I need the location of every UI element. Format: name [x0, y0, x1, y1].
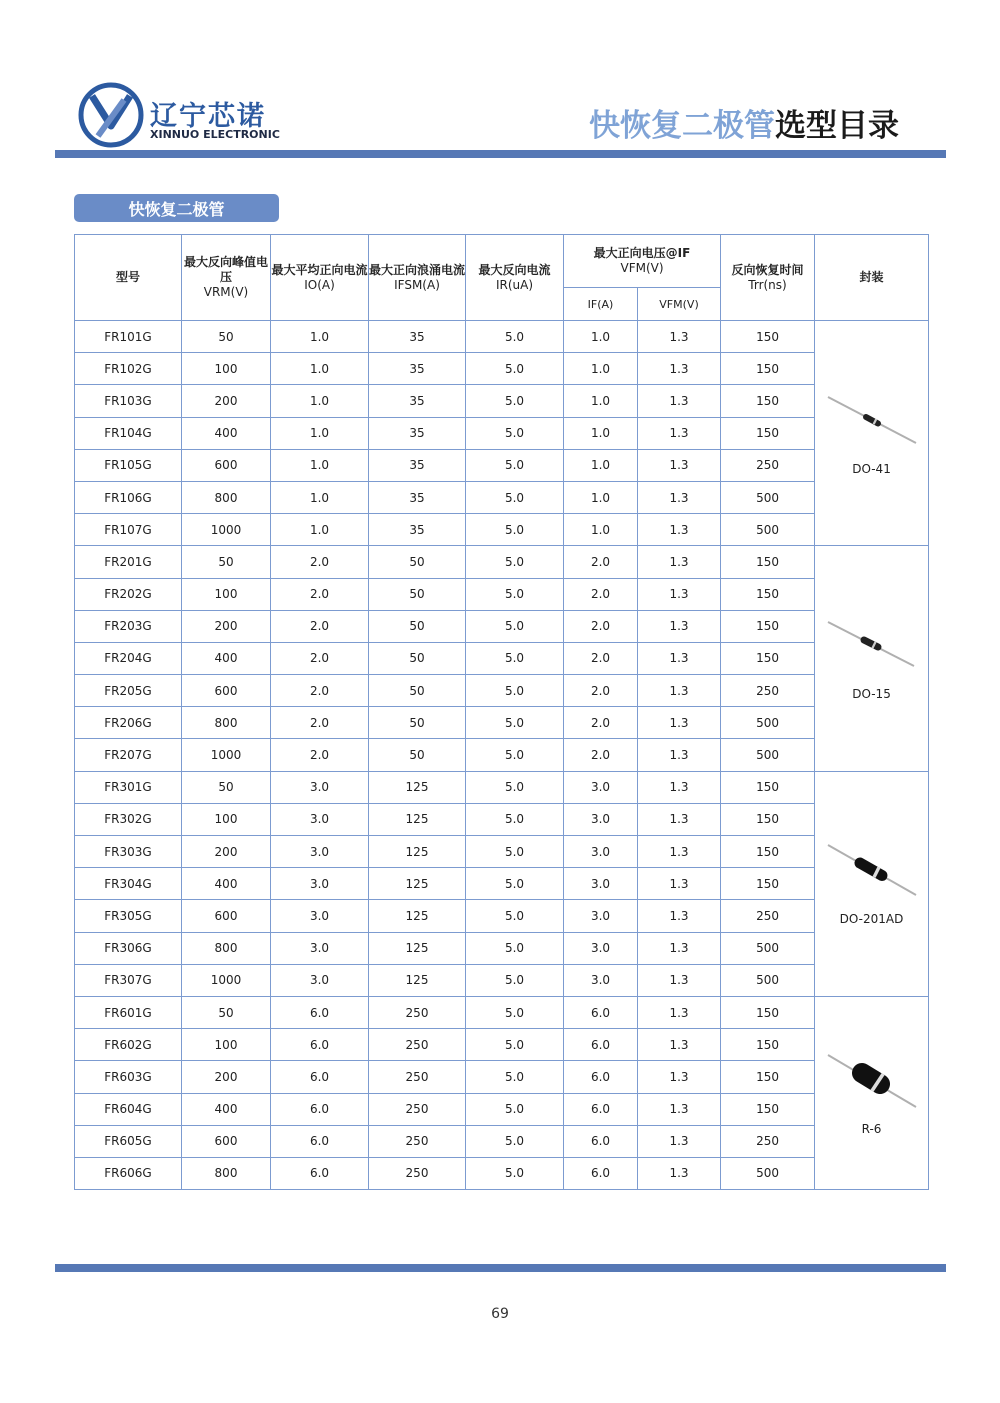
cell-if: 3.0: [564, 868, 638, 900]
cell-vrm: 50: [182, 996, 271, 1028]
cell-model: FR601G: [75, 996, 182, 1028]
package-cell: [815, 996, 929, 1189]
cell-if: 1.0: [564, 353, 638, 385]
cell-vfm: 1.3: [638, 1061, 721, 1093]
cell-ifsm: 35: [369, 353, 466, 385]
cell-vfm: 1.3: [638, 996, 721, 1028]
section-tab: 快恢复二极管: [74, 194, 279, 222]
cell-model: FR306G: [75, 932, 182, 964]
header-divider: [55, 150, 946, 158]
cell-vrm: 800: [182, 1157, 271, 1189]
cell-model: FR202G: [75, 578, 182, 610]
cell-vfm: 1.3: [638, 932, 721, 964]
cell-io: 1.0: [271, 385, 369, 417]
cell-vfm: 1.3: [638, 803, 721, 835]
xinnuo-logo-icon: [78, 82, 144, 148]
cell-trr: 150: [721, 1093, 815, 1125]
table-row: [75, 900, 929, 932]
cell-model: FR203G: [75, 610, 182, 642]
package-label: DO-15: [852, 686, 891, 701]
cell-trr: 150: [721, 771, 815, 803]
table-row: [75, 321, 929, 353]
cell-vrm: 800: [182, 932, 271, 964]
cell-trr: 500: [721, 707, 815, 739]
cell-model: FR603G: [75, 1061, 182, 1093]
header-vrm: 最大反向峰值电压 VRM(V): [182, 235, 271, 321]
package-label: R-6: [861, 1121, 882, 1136]
cell-io: 6.0: [271, 1093, 369, 1125]
cell-vfm: 1.3: [638, 546, 721, 578]
cell-ir: 5.0: [466, 1061, 564, 1093]
cell-vfm: 1.3: [638, 739, 721, 771]
cell-io: 2.0: [271, 707, 369, 739]
cell-trr: 250: [721, 675, 815, 707]
cell-io: 3.0: [271, 900, 369, 932]
cell-vrm: 600: [182, 1125, 271, 1157]
cell-ifsm: 50: [369, 707, 466, 739]
logo-chinese-name: 辽宁芯诺: [150, 101, 266, 132]
cell-model: FR305G: [75, 900, 182, 932]
cell-ifsm: 35: [369, 481, 466, 513]
cell-trr: 500: [721, 514, 815, 546]
cell-if: 1.0: [564, 481, 638, 513]
cell-if: 2.0: [564, 610, 638, 642]
table-row: [75, 578, 929, 610]
cell-trr: 150: [721, 321, 815, 353]
cell-ir: 5.0: [466, 514, 564, 546]
header-package: 封装: [815, 235, 929, 321]
cell-io: 3.0: [271, 771, 369, 803]
cell-model: FR107G: [75, 514, 182, 546]
cell-ir: 5.0: [466, 449, 564, 481]
cell-io: 1.0: [271, 321, 369, 353]
table-row: [75, 1157, 929, 1189]
cell-ifsm: 35: [369, 449, 466, 481]
table-row: [75, 610, 929, 642]
table-body: [75, 321, 929, 1190]
cell-io: 1.0: [271, 417, 369, 449]
cell-vfm: 1.3: [638, 1157, 721, 1189]
cell-vfm: 1.3: [638, 868, 721, 900]
cell-vrm: 400: [182, 868, 271, 900]
cell-model: FR102G: [75, 353, 182, 385]
cell-ifsm: 125: [369, 803, 466, 835]
header-model: 型号: [75, 235, 182, 321]
cell-vfm: 1.3: [638, 964, 721, 996]
do201ad-diode-icon: [826, 841, 918, 904]
cell-model: FR604G: [75, 1093, 182, 1125]
cell-vfm: 1.3: [638, 578, 721, 610]
cell-trr: 250: [721, 900, 815, 932]
cell-ifsm: 125: [369, 868, 466, 900]
diode-selection-table: [74, 234, 929, 1190]
cell-ir: 5.0: [466, 417, 564, 449]
cell-vrm: 200: [182, 1061, 271, 1093]
cell-io: 1.0: [271, 353, 369, 385]
cell-ifsm: 50: [369, 739, 466, 771]
cell-model: FR304G: [75, 868, 182, 900]
do15-diode-icon: [826, 616, 918, 679]
cell-vfm: 1.3: [638, 1093, 721, 1125]
cell-if: 2.0: [564, 546, 638, 578]
table-row: [75, 1093, 929, 1125]
cell-io: 3.0: [271, 868, 369, 900]
table-row: [75, 353, 929, 385]
cell-trr: 500: [721, 1157, 815, 1189]
cell-if: 6.0: [564, 1061, 638, 1093]
cell-ir: 5.0: [466, 707, 564, 739]
cell-vrm: 800: [182, 481, 271, 513]
cell-ir: 5.0: [466, 578, 564, 610]
table-row: [75, 1061, 929, 1093]
cell-ir: 5.0: [466, 642, 564, 674]
cell-ifsm: 35: [369, 385, 466, 417]
cell-vrm: 100: [182, 803, 271, 835]
cell-ifsm: 50: [369, 546, 466, 578]
cell-model: FR302G: [75, 803, 182, 835]
table-row: [75, 1029, 929, 1061]
cell-io: 2.0: [271, 642, 369, 674]
cell-ir: 5.0: [466, 964, 564, 996]
cell-ifsm: 250: [369, 1029, 466, 1061]
cell-if: 3.0: [564, 900, 638, 932]
cell-if: 3.0: [564, 932, 638, 964]
cell-trr: 500: [721, 932, 815, 964]
cell-trr: 150: [721, 417, 815, 449]
table-row: [75, 707, 929, 739]
page-title: [589, 100, 899, 145]
cell-vfm: 1.3: [638, 417, 721, 449]
table-row: [75, 417, 929, 449]
cell-io: 6.0: [271, 1029, 369, 1061]
cell-vrm: 50: [182, 546, 271, 578]
header-ir: 最大反向电流 IR(uA): [466, 235, 564, 321]
footer-divider: [55, 1264, 946, 1272]
cell-io: 3.0: [271, 836, 369, 868]
cell-trr: 250: [721, 1125, 815, 1157]
package-cell: [815, 771, 929, 996]
cell-ifsm: 50: [369, 610, 466, 642]
header-vf: 最大正向电压@IF VFM(V): [564, 235, 721, 288]
cell-if: 3.0: [564, 803, 638, 835]
table-row: [75, 836, 929, 868]
cell-ir: 5.0: [466, 353, 564, 385]
cell-trr: 150: [721, 546, 815, 578]
cell-model: FR205G: [75, 675, 182, 707]
cell-model: FR602G: [75, 1029, 182, 1061]
cell-trr: 150: [721, 836, 815, 868]
cell-io: 6.0: [271, 1125, 369, 1157]
cell-if: 2.0: [564, 675, 638, 707]
cell-trr: 150: [721, 868, 815, 900]
cell-vfm: 1.3: [638, 481, 721, 513]
header-io: 最大平均正向电流 IO(A): [271, 235, 369, 321]
cell-vrm: 50: [182, 321, 271, 353]
table-row: [75, 642, 929, 674]
cell-model: FR101G: [75, 321, 182, 353]
cell-ifsm: 125: [369, 771, 466, 803]
cell-vrm: 1000: [182, 739, 271, 771]
cell-vfm: 1.3: [638, 642, 721, 674]
cell-if: 1.0: [564, 385, 638, 417]
cell-if: 6.0: [564, 996, 638, 1028]
cell-vrm: 400: [182, 417, 271, 449]
cell-model: FR103G: [75, 385, 182, 417]
cell-vrm: 200: [182, 836, 271, 868]
cell-ifsm: 35: [369, 321, 466, 353]
cell-ifsm: 50: [369, 642, 466, 674]
header-ifsm: 最大正向浪涌电流 IFSM(A): [369, 235, 466, 321]
cell-trr: 500: [721, 739, 815, 771]
cell-io: 2.0: [271, 546, 369, 578]
cell-if: 6.0: [564, 1125, 638, 1157]
cell-if: 3.0: [564, 836, 638, 868]
cell-if: 3.0: [564, 964, 638, 996]
cell-ir: 5.0: [466, 996, 564, 1028]
cell-ir: 5.0: [466, 771, 564, 803]
cell-io: 1.0: [271, 481, 369, 513]
cell-trr: 150: [721, 385, 815, 417]
cell-ifsm: 250: [369, 996, 466, 1028]
cell-if: 2.0: [564, 642, 638, 674]
cell-io: 1.0: [271, 514, 369, 546]
cell-ifsm: 125: [369, 964, 466, 996]
header-vf-if: IF(A): [564, 288, 638, 321]
cell-vfm: 1.3: [638, 1029, 721, 1061]
cell-vrm: 1000: [182, 514, 271, 546]
cell-if: 6.0: [564, 1093, 638, 1125]
cell-model: FR204G: [75, 642, 182, 674]
table-row: [75, 385, 929, 417]
cell-ifsm: 35: [369, 417, 466, 449]
cell-trr: 150: [721, 996, 815, 1028]
header-trr: 反向恢复时间 Trr(ns): [721, 235, 815, 321]
cell-io: 2.0: [271, 610, 369, 642]
cell-vfm: 1.3: [638, 900, 721, 932]
cell-io: 3.0: [271, 932, 369, 964]
table-row: [75, 803, 929, 835]
logo-english-name: XINNUO ELECTRONIC: [150, 128, 280, 141]
table-row: [75, 449, 929, 481]
cell-vfm: 1.3: [638, 385, 721, 417]
cell-io: 2.0: [271, 578, 369, 610]
cell-vrm: 600: [182, 900, 271, 932]
cell-trr: 150: [721, 1029, 815, 1061]
cell-trr: 150: [721, 353, 815, 385]
cell-vrm: 400: [182, 642, 271, 674]
package-cell: [815, 321, 929, 546]
cell-ir: 5.0: [466, 385, 564, 417]
cell-trr: 150: [721, 1061, 815, 1093]
cell-model: FR207G: [75, 739, 182, 771]
do41-diode-icon: [826, 391, 918, 454]
cell-model: FR307G: [75, 964, 182, 996]
cell-io: 2.0: [271, 675, 369, 707]
cell-ir: 5.0: [466, 803, 564, 835]
table-row: [75, 546, 929, 578]
cell-trr: 150: [721, 610, 815, 642]
cell-ifsm: 50: [369, 675, 466, 707]
cell-io: 3.0: [271, 803, 369, 835]
cell-ir: 5.0: [466, 546, 564, 578]
cell-io: 2.0: [271, 739, 369, 771]
cell-ifsm: 250: [369, 1093, 466, 1125]
package-label: DO-201AD: [839, 912, 904, 927]
table-row: [75, 675, 929, 707]
cell-vfm: 1.3: [638, 836, 721, 868]
cell-ir: 5.0: [466, 932, 564, 964]
cell-vrm: 800: [182, 707, 271, 739]
cell-model: FR105G: [75, 449, 182, 481]
cell-trr: 150: [721, 642, 815, 674]
cell-if: 1.0: [564, 417, 638, 449]
cell-ifsm: 125: [369, 900, 466, 932]
cell-vfm: 1.3: [638, 321, 721, 353]
table-row: [75, 514, 929, 546]
cell-model: FR606G: [75, 1157, 182, 1189]
table-row: [75, 771, 929, 803]
cell-model: FR201G: [75, 546, 182, 578]
table-row: [75, 1125, 929, 1157]
cell-ir: 5.0: [466, 1125, 564, 1157]
table-row: [75, 739, 929, 771]
cell-io: 1.0: [271, 449, 369, 481]
cell-if: 2.0: [564, 707, 638, 739]
table-row: [75, 964, 929, 996]
cell-trr: 500: [721, 481, 815, 513]
table-row: [75, 932, 929, 964]
cell-if: 1.0: [564, 449, 638, 481]
cell-ir: 5.0: [466, 321, 564, 353]
cell-ifsm: 35: [369, 514, 466, 546]
cell-vrm: 100: [182, 353, 271, 385]
cell-vrm: 50: [182, 771, 271, 803]
cell-ir: 5.0: [466, 1157, 564, 1189]
package-cell: [815, 546, 929, 771]
cell-model: FR106G: [75, 481, 182, 513]
cell-vrm: 600: [182, 675, 271, 707]
cell-if: 6.0: [564, 1157, 638, 1189]
cell-ir: 5.0: [466, 675, 564, 707]
cell-io: 6.0: [271, 1061, 369, 1093]
cell-trr: 150: [721, 803, 815, 835]
cell-model: FR104G: [75, 417, 182, 449]
table-row: [75, 481, 929, 513]
cell-ir: 5.0: [466, 900, 564, 932]
cell-if: 2.0: [564, 578, 638, 610]
page-number: 69: [491, 1306, 509, 1322]
cell-ir: 5.0: [466, 610, 564, 642]
cell-io: 6.0: [271, 1157, 369, 1189]
cell-if: 2.0: [564, 739, 638, 771]
r6-diode-icon: [826, 1051, 918, 1114]
cell-ifsm: 250: [369, 1157, 466, 1189]
cell-vrm: 100: [182, 578, 271, 610]
cell-ir: 5.0: [466, 481, 564, 513]
package-label: DO-41: [852, 461, 891, 476]
cell-ifsm: 125: [369, 932, 466, 964]
cell-vrm: 200: [182, 610, 271, 642]
page-title-part2: 选型目录: [775, 108, 899, 144]
cell-vfm: 1.3: [638, 353, 721, 385]
cell-vrm: 100: [182, 1029, 271, 1061]
cell-ifsm: 250: [369, 1061, 466, 1093]
cell-ir: 5.0: [466, 1029, 564, 1061]
cell-trr: 150: [721, 578, 815, 610]
table-row: [75, 996, 929, 1028]
cell-if: 6.0: [564, 1029, 638, 1061]
cell-vfm: 1.3: [638, 707, 721, 739]
cell-ir: 5.0: [466, 1093, 564, 1125]
cell-io: 6.0: [271, 996, 369, 1028]
cell-if: 3.0: [564, 771, 638, 803]
cell-vrm: 1000: [182, 964, 271, 996]
cell-vfm: 1.3: [638, 610, 721, 642]
cell-vfm: 1.3: [638, 771, 721, 803]
cell-trr: 250: [721, 449, 815, 481]
cell-vfm: 1.3: [638, 1125, 721, 1157]
cell-vfm: 1.3: [638, 514, 721, 546]
cell-ifsm: 50: [369, 578, 466, 610]
cell-io: 3.0: [271, 964, 369, 996]
cell-ifsm: 250: [369, 1125, 466, 1157]
cell-model: FR301G: [75, 771, 182, 803]
cell-vrm: 400: [182, 1093, 271, 1125]
cell-if: 1.0: [564, 321, 638, 353]
cell-if: 1.0: [564, 514, 638, 546]
brand-logo: [78, 82, 278, 152]
cell-vfm: 1.3: [638, 675, 721, 707]
cell-trr: 500: [721, 964, 815, 996]
cell-ir: 5.0: [466, 868, 564, 900]
cell-model: FR303G: [75, 836, 182, 868]
page-title-part1: 快恢复二极管: [589, 108, 775, 144]
table-row: [75, 868, 929, 900]
cell-model: FR206G: [75, 707, 182, 739]
header-vf-vfm: VFM(V): [638, 288, 721, 321]
cell-vrm: 200: [182, 385, 271, 417]
cell-vfm: 1.3: [638, 449, 721, 481]
cell-ir: 5.0: [466, 739, 564, 771]
cell-vrm: 600: [182, 449, 271, 481]
cell-model: FR605G: [75, 1125, 182, 1157]
cell-ifsm: 125: [369, 836, 466, 868]
cell-ir: 5.0: [466, 836, 564, 868]
